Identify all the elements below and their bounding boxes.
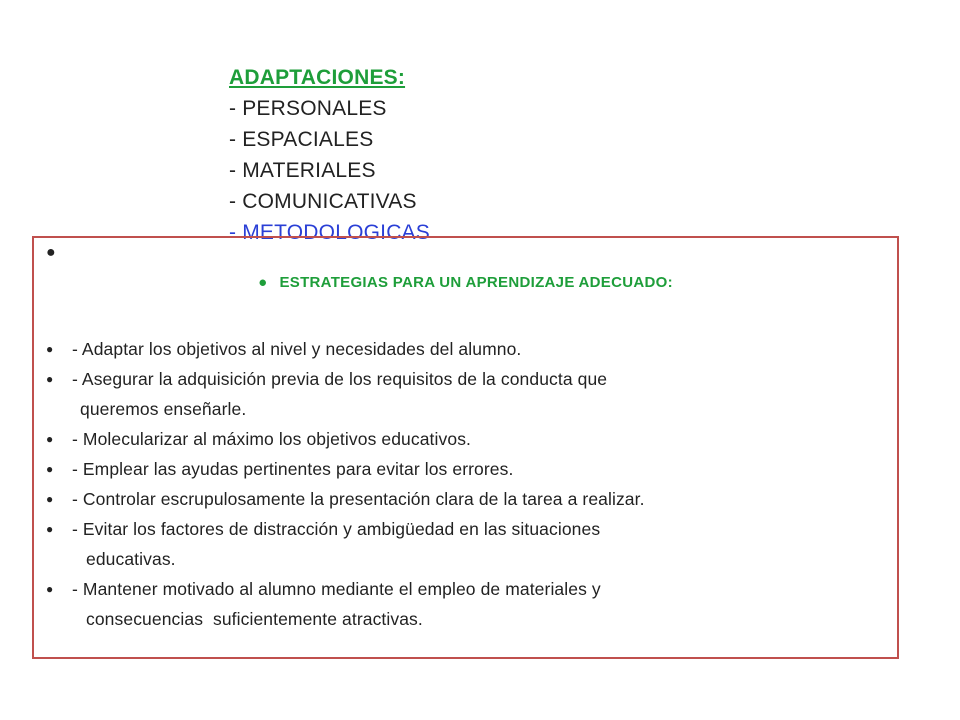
adaptaciones-block [229, 62, 430, 248]
adaptacion-item: - MATERIALES [229, 159, 376, 182]
list-item-text: - Asegurar la adquisición previa de los requisitos de la conducta que [72, 369, 608, 389]
estrategias-heading-text: ESTRATEGIAS PARA UN APRENDIZAJE ADECUADO: [279, 274, 673, 291]
bullet-icon: ● [258, 274, 268, 291]
list-item-continuation: queremos enseñarle. [80, 399, 247, 419]
adaptacion-item: - COMUNICATIVAS [229, 190, 417, 213]
list-item-text: - Controlar escrupulosamente la presentación clara de la tarea a realizar. [72, 489, 645, 509]
list-item [46, 454, 886, 484]
list-item-text: - Molecularizar al máximo los objetivos educativos. [72, 429, 472, 449]
list-item [46, 424, 886, 454]
list-item [46, 334, 886, 364]
adaptaciones-title: ADAPTACIONES: [229, 66, 406, 89]
bullet-icon: ● [46, 244, 56, 261]
estrategias-box [32, 236, 899, 659]
list-item-continuation: educativas. [86, 549, 176, 569]
list-item-text: - Mantener motivado al alumno mediante el empleo de materiales y [72, 579, 601, 599]
list-item [46, 514, 886, 574]
estrategias-heading [34, 274, 897, 291]
list-item [46, 484, 886, 514]
adaptacion-item: - METODOLOGICAS [229, 221, 430, 244]
adaptacion-item: - ESPACIALES [229, 128, 374, 151]
list-item-continuation: consecuencias suficientemente atractivas. [86, 609, 423, 629]
adaptacion-item: - PERSONALES [229, 97, 387, 120]
list-item [46, 364, 886, 424]
list-item-text: - Adaptar los objetivos al nivel y necesidades del alumno. [72, 339, 522, 359]
list-item [46, 574, 886, 634]
list-item-text: - Emplear las ayudas pertinentes para evitar los errores. [72, 459, 514, 479]
list-item-text: - Evitar los factores de distracción y ambigüedad en las situaciones [72, 519, 601, 539]
estrategias-list [46, 334, 886, 634]
